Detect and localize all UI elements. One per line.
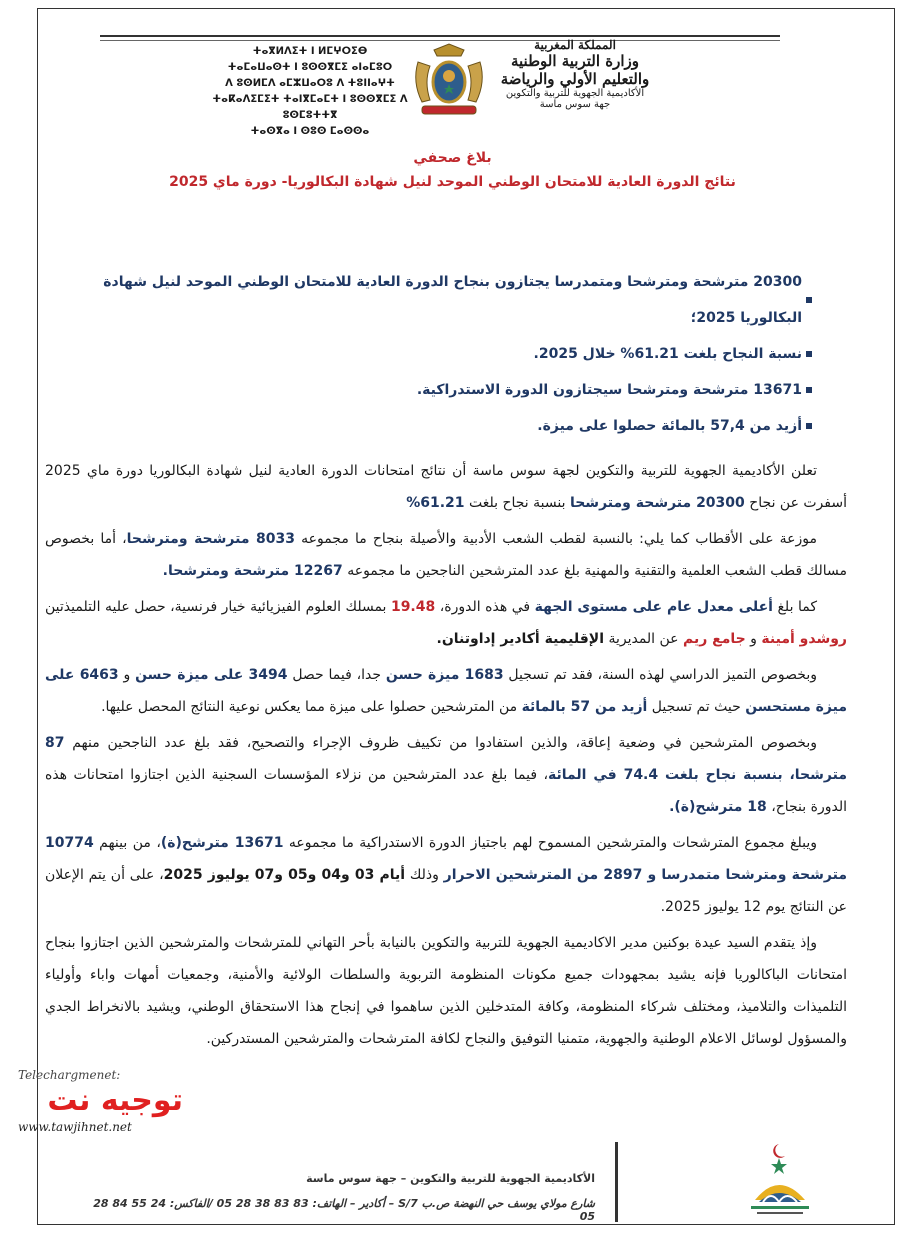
paragraph-distribution bbox=[45, 523, 847, 587]
text-run: وبخصوص التميز الدراسي لهذه السنة، فقد تم تسجيل bbox=[503, 667, 817, 683]
list-item bbox=[92, 372, 812, 408]
text-run-bold: 1683 ميزة حسن bbox=[385, 667, 504, 683]
text-run: وذلك bbox=[405, 867, 444, 883]
letterhead bbox=[0, 0, 905, 140]
text-run-bold: 18 مترشح(ة). bbox=[669, 799, 767, 815]
ministry-label: وزارة التربية الوطنية bbox=[510, 52, 639, 70]
text-run-bold: 61.21% bbox=[406, 495, 465, 511]
square-bullet-icon bbox=[806, 351, 812, 357]
text-run: و bbox=[118, 667, 136, 683]
academy-logo-icon bbox=[735, 1140, 825, 1222]
document-titles bbox=[0, 150, 905, 190]
tifinagh-line: ⵜⴰⵎⴰⵡⴰⵙⵜ ⵏ ⵓⵙⵙⴳⵎⵉ ⴰⵏⴰⵎⵓⵔ bbox=[227, 62, 393, 73]
header-rule bbox=[100, 35, 780, 37]
text-run-bold: أيام 03 و04 و05 و07 يوليوز 2025 bbox=[163, 867, 406, 883]
moroccan-coat-of-arms-icon bbox=[408, 42, 490, 120]
text-run-bold: 10774 مترشحة ومترشحا متمدرسا و 2897 من المترشحين الاحرار bbox=[45, 835, 848, 883]
list-item-text: نسبة النجاح بلغت 61.21% خلال 2025. bbox=[533, 346, 802, 362]
footer-address: شارع مولاي يوسف حي النهضة ص.ب 7/S – أكادير – الهاتف: 83 83 38 28 05 /الفاكس: 24 55 84 28 05 bbox=[93, 1197, 595, 1223]
square-bullet-icon bbox=[806, 387, 812, 393]
text-run-red: 19.48 bbox=[390, 599, 436, 615]
text-run: موزعة على الأقطاب كما يلي: بالنسبة لقطب الشعب الأدبية والأصيلة بنجاح ما مجموعه bbox=[295, 531, 818, 547]
text-run-bold: 8033 مترشحة ومترشحا bbox=[126, 531, 296, 547]
square-bullet-icon bbox=[806, 297, 812, 303]
tifinagh-line: ⴷ ⵓⵙⵍⵎⴷ ⴰⵎⵣⵡⴰⵔⵓ ⴷ ⵜⵓⵏⵏⴰⵖⵜ bbox=[225, 78, 395, 89]
document-title: نتائج الدورة العادية للامتحان الوطني الموحد لنيل شهادة البكالوريا- دورة ماي 2025 bbox=[169, 174, 736, 190]
text-run: وبخصوص المترشحين في وضعية إعاقة، والذين استفادوا من تكييف ظروف الإجراء والتصحيح، فقد بلغ عدد الناجحين منهم bbox=[64, 735, 817, 751]
text-run-bold: أعلى معدل عام على مستوى الجهة bbox=[534, 599, 773, 615]
body-text bbox=[45, 455, 847, 1059]
tifinagh-line: ⵜⴰⴳⵍⴷⵉⵜ ⵏ ⵍⵎⵖⵔⵉⴱ bbox=[252, 46, 368, 57]
text-run: تعلن الأكاديمية الجهوية للتربية والتكوين لجهة سوس ماسة أن نتائج امتحانات الدورة العادية لنيل شهادة البكالوريا دورة ماي 2025 أسفرت عن نجاح bbox=[45, 463, 847, 511]
text-run: جدا، فيما حصل bbox=[287, 667, 386, 683]
paragraph-honors bbox=[45, 659, 847, 723]
text-run: ويبلغ مجموع المترشحات والمترشحين المسموح لهم باجتياز الدورة الاستدراكية ما مجموعه bbox=[283, 835, 818, 851]
paragraph-retake-session bbox=[45, 827, 847, 923]
text-run: كما بلغ bbox=[772, 599, 817, 615]
list-item-text: 20300 مترشحة ومترشحا ومتمدرسا يجتازون بنجاح الدورة العادية للامتحان الوطني الموحد لنيل شهادة البكالوريا 2025؛ bbox=[103, 274, 802, 326]
tifinagh-line: ⵜⴰⴽⴰⴷⵉⵎⵉⵜ ⵜⴰⵏⴳⵎⴰⵎⵜ ⵏ ⵓⵙⵙⴳⵎⵉ ⴷ ⵓⵙⵎⵓⵜⵜⴳ bbox=[212, 94, 408, 121]
ministry-name-arabic bbox=[480, 38, 670, 110]
text-run: و bbox=[745, 631, 762, 647]
text-run: ، على أن يتم الإعلان عن النتائج يوم 12 يوليوز 2025. bbox=[45, 867, 847, 915]
list-item bbox=[92, 336, 812, 372]
press-release-label: بلاغ صحفي bbox=[413, 150, 492, 166]
text-run: بمسلك العلوم الفيزيائية خيار فرنسية، حصل عليه التلميذتين bbox=[45, 599, 391, 615]
watermark-brand: توجيه نت bbox=[47, 1083, 183, 1118]
text-run: حيث تم تسجيل bbox=[647, 699, 746, 715]
text-run: ، من بينهم bbox=[93, 835, 161, 851]
kingdom-label: المملكة المغربية bbox=[534, 38, 616, 52]
list-item-text: أزيد من 57,4 بالمائة حصلوا على ميزة. bbox=[537, 418, 802, 434]
square-bullet-icon bbox=[806, 423, 812, 429]
text-run: من المترشحين حصلوا على ميزة مما يعكس نوعية النتائج المحصل عليها. bbox=[101, 699, 522, 715]
ministry-name-tifinagh bbox=[210, 44, 410, 140]
watermark-url: www.tawjihnet.net bbox=[18, 1120, 132, 1134]
text-run-bold: 87 مترشحا، بنسبة نجاح بلغت 74.4 في المائة bbox=[45, 735, 847, 783]
text-run-bold: 3494 على ميزة حسن bbox=[135, 667, 288, 683]
text-run: ، أما بخصوص مسالك قطب الشعب العلمية والتقنية والمهنية بلغ عدد المترشحين الناجحين ما مجموعه bbox=[45, 531, 847, 579]
text-run-bold: الإقليمية أكادير إداوتنان. bbox=[436, 631, 604, 647]
list-item-text: 13671 مترشحة ومترشحا سيجتازون الدورة الاستدراكية. bbox=[416, 382, 802, 398]
highlights-list bbox=[92, 264, 812, 444]
text-run: ، فيما بلغ عدد المترشحين من نزلاء المؤسسات السجنية الذين اجتازوا امتحانات هذه الدورة بنجاح، bbox=[45, 767, 847, 815]
text-run-bold: 6463 على ميزة مستحسن bbox=[45, 667, 847, 715]
text-run-bold: 20300 مترشحة ومترشحا bbox=[569, 495, 745, 511]
site-watermark bbox=[18, 1068, 183, 1143]
list-item bbox=[92, 408, 812, 444]
text-run: بنسبة نجاح بلغت bbox=[464, 495, 570, 511]
header-rule-thin bbox=[100, 40, 780, 41]
paragraph-top-score bbox=[45, 591, 847, 655]
text-run-red: جامع ريم bbox=[682, 631, 746, 647]
footer-divider bbox=[615, 1142, 618, 1222]
paragraph-announcement bbox=[45, 455, 847, 519]
list-item bbox=[92, 264, 812, 336]
text-run-bold: 13671 مترشح(ة) bbox=[160, 835, 284, 851]
paragraph-congratulations: وإذ يتقدم السيد عيدة بوكنين مدير الاكاديمية الجهوية للتربية والتكوين بالنيابة بأحر التهاني للمترشحات والمترشحين الذين اجتازوا بنجاح امتحانات الباكالوريا فإنه يشيد بمجهودات جميع مكونات المنظومة التربوية والسلطات الولائية والأمنية، وجمعيات أمهات واباء وأولياء التلميذات والتلاميذ، ومختلف شركاء المنظومة، وكافة المتدخلين الذين ساهموا في إنجاح هذا الاستحقاق الوطني، ويشيد بالانخراط الجدي والمسؤول لوسائل الاعلام الوطنية والجهوية، متمنيا التوفيق والنجاح لكافة المترشحات والمترشحين المستدركين. bbox=[45, 935, 847, 1047]
text-run: عن المديرية bbox=[604, 631, 683, 647]
text-run: في هذه الدورة، bbox=[435, 599, 535, 615]
watermark-label: Telechargmenet: bbox=[18, 1068, 121, 1082]
text-run-bold: 12267 مترشحة ومترشحا. bbox=[162, 563, 343, 579]
region-label: جهة سوس ماسة bbox=[539, 99, 611, 110]
text-run-red: روشدو أمينة bbox=[761, 631, 847, 647]
paragraph-special-needs bbox=[45, 727, 847, 823]
academy-label: الأكاديمية الجهوية للتربية والتكوين bbox=[505, 88, 645, 99]
text-run-bold: أزيد من 57 بالمائة bbox=[521, 699, 648, 715]
footer-academy-name: الأكاديمية الجهوية للتربية والتكوين – جهة سوس ماسة bbox=[306, 1172, 595, 1185]
tifinagh-line: ⵜⴰⵙⴳⴰ ⵏ ⵙⵓⵙ ⵎⴰⵙⵙⴰ bbox=[250, 126, 370, 137]
ministry-label-2: والتعليم الأولي والرياضة bbox=[500, 70, 650, 88]
footer-contact bbox=[85, 1172, 595, 1223]
